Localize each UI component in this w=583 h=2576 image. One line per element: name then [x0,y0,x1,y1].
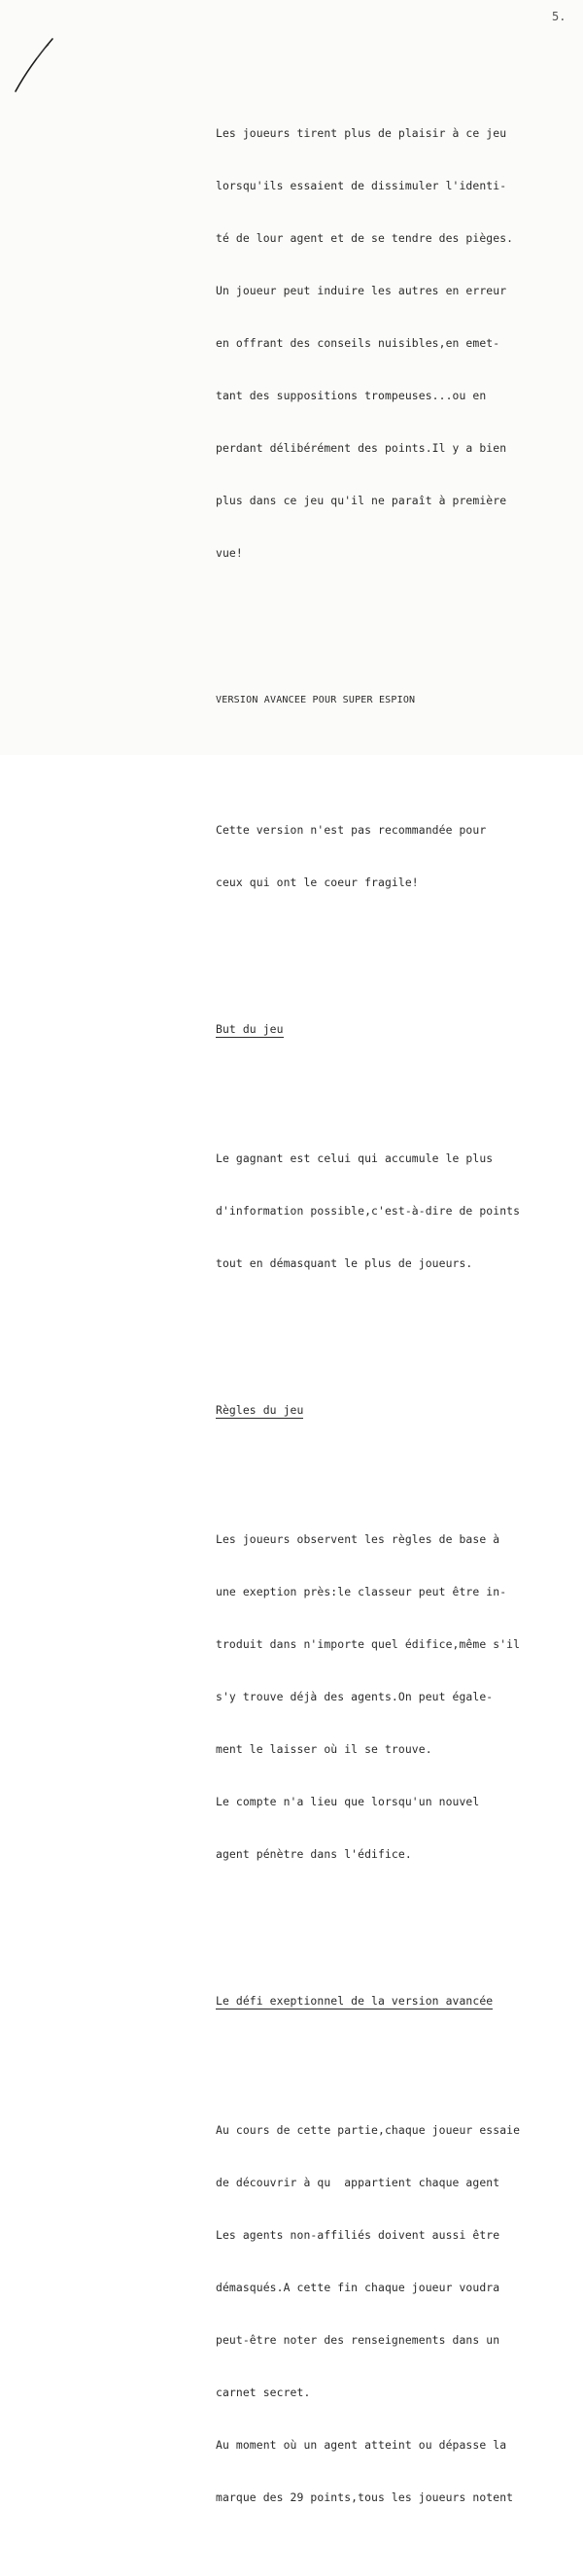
text-line: ceux qui ont le coeur fragile! [216,876,419,889]
rules-heading: Règles du jeu [216,1403,304,1417]
text-line: lorsqu'ils essaient de dissimuler l'identi- [216,179,507,192]
text-line: Un joueur peut induire les autres en erreur [216,284,507,297]
text-line: té de lour agent et de se tendre des pièges. [216,231,514,245]
text-line: peut-être noter des renseignements dans un [216,2333,500,2347]
text-line: plus dans ce jeu qu'il ne paraît à première [216,494,507,507]
text-line: agent pénètre dans l'édifice. [216,1847,412,1861]
text-line: troduit dans n'importe quel édifice,même s'il [216,1637,521,1651]
text-line: de découvrir à qu appartient chaque agent [216,2176,500,2189]
text-line: tant des suppositions trompeuses...ou en [216,389,487,402]
challenge-paragraph [216,2086,546,2541]
text-line: une exeption près:le classeur peut être in- [216,1585,507,1598]
text-line: vue! [216,546,243,560]
text-line: Le gagnant est celui qui accumule le plus [216,1151,494,1165]
text-line: Les joueurs observent les règles de base à [216,1532,500,1546]
text-line: s'y trouve déjà des agents.On peut égale- [216,1690,494,1703]
challenge-heading: Le défi exeptionnel de la version avancée [216,1994,494,2008]
text-line: marque des 29 points,tous les joueurs notent [216,2490,514,2504]
advanced-paragraph [216,786,546,926]
text-line: carnet secret. [216,2386,311,2399]
text-line: Cette version n'est pas recommandée pour [216,823,487,837]
text-line: démasqués.A cette fin chaque joueur voudra [216,2281,500,2294]
text-line: Le compte n'a lieu que lorsqu'un nouvel [216,1795,480,1808]
text-line: Les joueurs tirent plus de plaisir à ce jeu [216,126,507,140]
text-line: perdant délibérément des points.Il y a bien [216,441,507,455]
text-line: tout en démasquant le plus de joueurs. [216,1256,473,1270]
text-line: Au cours de cette partie,chaque joueur essaie [216,2123,521,2137]
text-line: Au moment où un agent atteint ou dépasse la [216,2438,507,2452]
page-number: 5. [552,10,566,23]
document-body [216,54,546,2576]
goal-paragraph [216,1115,546,1307]
rules-paragraph [216,1495,546,1898]
intro-paragraph [216,89,546,597]
text-line: Les agents non-affiliés doivent aussi être [216,2228,500,2242]
text-line: d'information possible,c'est-à-dire de points [216,1204,521,1218]
text-line: en offrant des conseils nuisibles,en emet- [216,336,500,350]
goal-heading: But du jeu [216,1022,284,1036]
advanced-version-heading: VERSION AVANCEE POUR SUPER ESPION [216,695,416,705]
pen-mark [10,37,58,95]
text-line: ment le laisser où il se trouve. [216,1742,432,1756]
